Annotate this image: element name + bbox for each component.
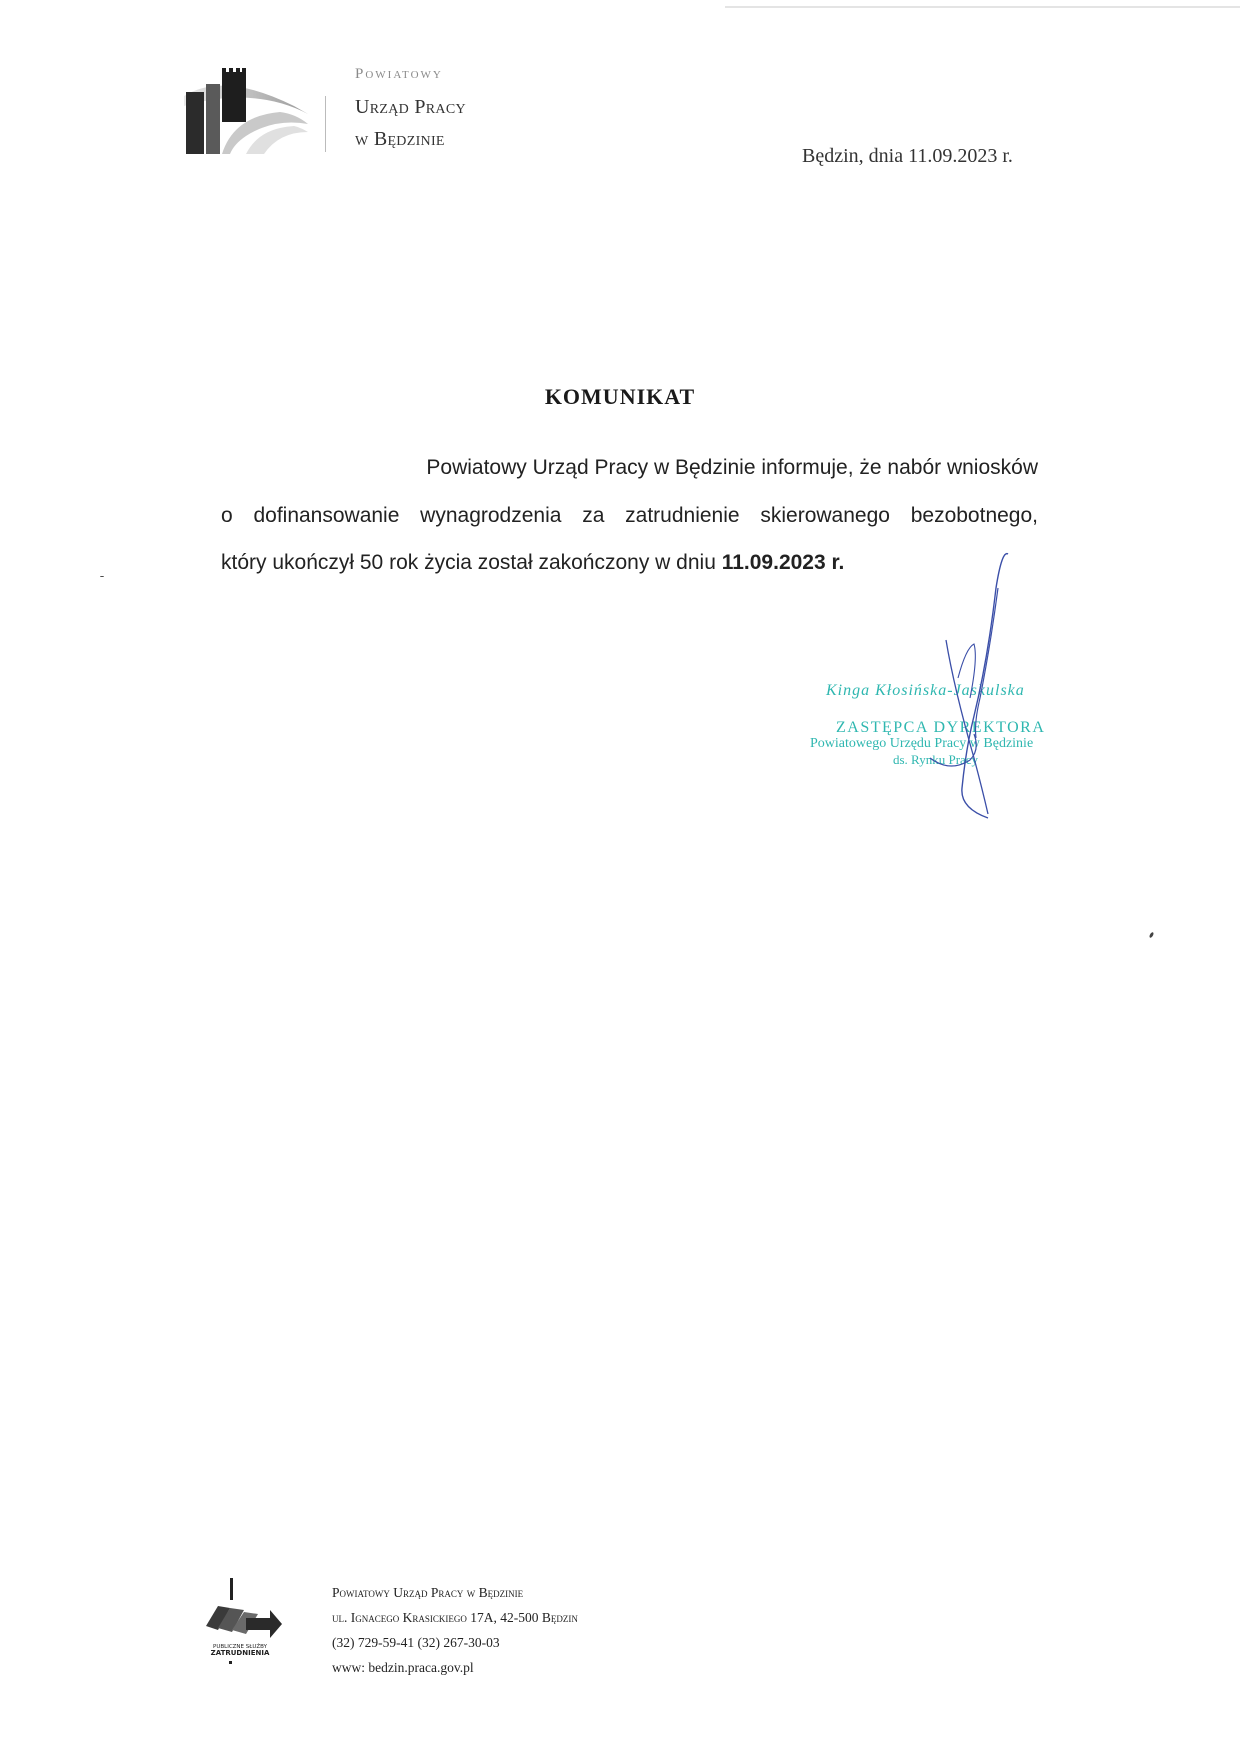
- handwritten-signature: [870, 548, 1020, 820]
- svg-text:PUBLICZNE SŁUŻBY: PUBLICZNE SŁUŻBY: [213, 1644, 267, 1650]
- body-line-3-text: który ukończył 50 rok życia został zakończony w dniu: [221, 551, 722, 574]
- org-name-line2: Urząd Pracy: [355, 96, 466, 118]
- org-name-line1: Powiatowy: [355, 66, 443, 82]
- org-name-line3: w Będzinie: [355, 128, 445, 150]
- document-title: KOMUNIKAT: [544, 384, 696, 409]
- footer-phone: (32) 729-59-41 (32) 267-30-03: [332, 1635, 500, 1650]
- stamp-position: ZASTĘPCA DYREKTORA: [836, 719, 1046, 736]
- publiczne-sluzby-zatrudnienia-logo: [196, 1578, 286, 1666]
- stamp-department: ds. Rynku Pracy: [893, 752, 979, 767]
- body-line-2: o dofinansowanie wynagrodzenia za zatrudnienie skierowanego bezobotnego,: [221, 504, 1038, 527]
- scan-speck: [100, 576, 104, 577]
- header-divider: [325, 96, 326, 152]
- footer-address: ul. Ignacego Krasickiego 17A, 42-500 Będzin: [332, 1610, 578, 1625]
- pup-bedzin-logo: [184, 66, 308, 156]
- scan-speck: [1149, 932, 1155, 939]
- stamp-organization: Powiatowego Urzędu Pracy w Będzinie: [810, 736, 1034, 751]
- footer-org-name: Powiatowy Urząd Pracy w Będzinie: [332, 1585, 524, 1600]
- body-line-1: Powiatowy Urząd Pracy w Będzinie informuje, że nabór wniosków: [426, 456, 1038, 479]
- document-date: Będzin, dnia 11.09.2023 r.: [802, 145, 1013, 167]
- closing-date: 11.09.2023 r.: [721, 551, 845, 574]
- stamp-signatory-name: Kinga Kłosińska-Jaskulska: [826, 682, 1025, 699]
- footer-website: www: bedzin.praca.gov.pl: [332, 1660, 474, 1675]
- scan-edge-line: [725, 6, 1240, 8]
- svg-text:ZATRUDNIENIA: ZATRUDNIENIA: [210, 1649, 270, 1657]
